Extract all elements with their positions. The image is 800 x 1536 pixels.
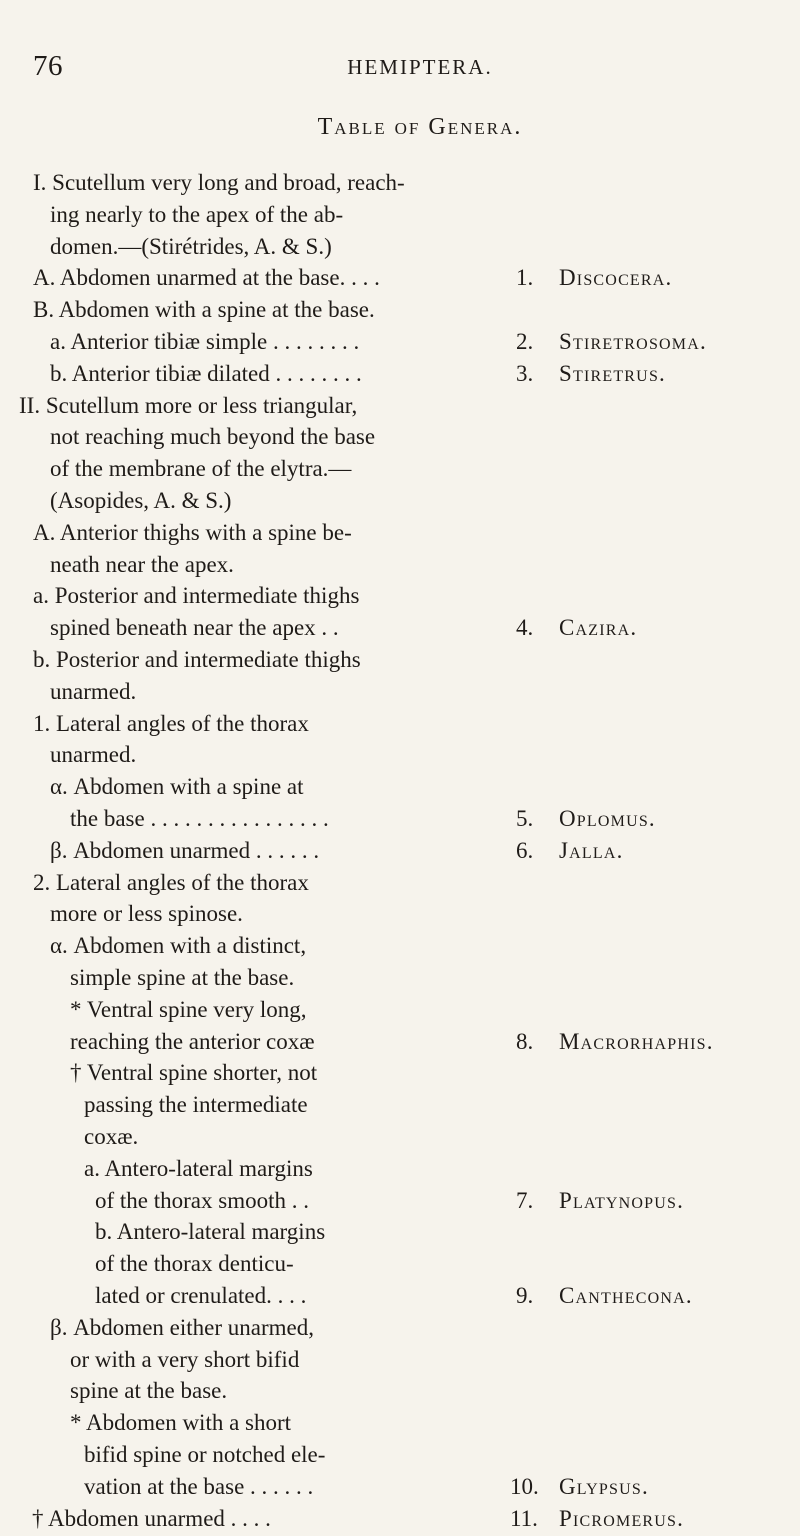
key-line-text: * Ventral spine very long, bbox=[70, 997, 307, 1022]
genus-name: Canthecona. bbox=[559, 1283, 693, 1308]
genus-number: 1. bbox=[516, 265, 534, 290]
key-line-text: of the membrane of the elytra.— bbox=[50, 456, 352, 481]
key-line-text: B. Abdomen with a spine at the base. bbox=[33, 297, 375, 322]
key-line-text: 1. Lateral angles of the thorax bbox=[33, 711, 309, 736]
key-line-text: neath near the apex. bbox=[50, 552, 234, 577]
genus-name: Jalla. bbox=[559, 838, 624, 863]
key-line-text: * Abdomen with a short bbox=[70, 1410, 292, 1435]
key-line-text: bifid spine or notched ele- bbox=[84, 1442, 326, 1467]
key-line-text: b. Anterior tibiæ dilated . . . . . . . . bbox=[50, 361, 362, 386]
key-line-text: ing nearly to the apex of the ab- bbox=[50, 202, 344, 227]
key-line-text: β. Abdomen unarmed . . . . . . bbox=[50, 838, 320, 863]
key-line-text: the base . . . . . . . . . . . . . . . . bbox=[70, 806, 329, 831]
genus-number: 9. bbox=[516, 1283, 534, 1308]
genus-name: Discocera. bbox=[559, 265, 673, 290]
genus-number: 6. bbox=[516, 838, 534, 863]
key-line-text: simple spine at the base. bbox=[70, 965, 295, 990]
genus-name: Platynopus. bbox=[559, 1188, 685, 1213]
key-line-text: spined beneath near the apex . . bbox=[50, 615, 339, 640]
genus-number: 4. bbox=[516, 615, 534, 640]
key-line-text: † Ventral spine shorter, not bbox=[70, 1060, 318, 1085]
genus-number: 2. bbox=[516, 329, 534, 354]
page-number: 76 bbox=[33, 50, 63, 82]
key-line-text: a. Anterior tibiæ simple . . . . . . . . bbox=[50, 329, 360, 354]
genus-number: 3. bbox=[516, 361, 534, 386]
genus-number: 11. bbox=[510, 1506, 538, 1531]
table-title: Table of Genera. bbox=[317, 114, 523, 140]
key-line-text: 2. Lateral angles of the thorax bbox=[33, 870, 309, 895]
key-line-text: spine at the base. bbox=[70, 1378, 228, 1403]
genus-name: Cazira. bbox=[559, 615, 638, 640]
key-line-text: coxæ. bbox=[84, 1124, 139, 1149]
key-line-text: not reaching much beyond the base bbox=[50, 424, 376, 449]
genus-name: Macrorhaphis. bbox=[559, 1029, 714, 1054]
genus-number: 5. bbox=[516, 806, 534, 831]
key-line-text: † Abdomen unarmed . . . . bbox=[32, 1506, 271, 1531]
key-line-text: reaching the anterior coxæ bbox=[70, 1029, 315, 1054]
key-line-text: I. Scutellum very long and broad, reach- bbox=[33, 170, 405, 195]
key-line-text: of the thorax denticu- bbox=[95, 1251, 294, 1276]
key-line-text: domen.—(Stirétrides, A. & S.) bbox=[50, 234, 332, 259]
key-line-text: b. Posterior and intermediate thighs bbox=[33, 647, 361, 672]
key-line-text: unarmed. bbox=[50, 742, 137, 767]
genus-number: 8. bbox=[516, 1029, 534, 1054]
genus-name: Stiretrosoma. bbox=[559, 329, 707, 354]
genus-number: 7. bbox=[516, 1188, 534, 1213]
key-line-text: more or less spinose. bbox=[50, 901, 243, 926]
key-line-text: a. Posterior and intermediate thighs bbox=[33, 583, 360, 608]
key-line-text: passing the intermediate bbox=[84, 1092, 308, 1117]
key-line-text: II. Scutellum more or less triangular, bbox=[19, 393, 358, 418]
key-line-text: a. Antero-lateral margins bbox=[84, 1156, 313, 1181]
key-line-text: unarmed. bbox=[50, 679, 137, 704]
key-line-text: (Asopides, A. & S.) bbox=[50, 488, 232, 513]
genus-name: Picromerus. bbox=[559, 1506, 685, 1531]
genus-name: Oplomus. bbox=[559, 806, 656, 831]
key-line-text: vation at the base . . . . . . bbox=[84, 1474, 314, 1499]
key-line-text: A. Anterior thighs with a spine be- bbox=[33, 520, 352, 545]
key-line-text: or with a very short bifid bbox=[70, 1347, 300, 1372]
genus-name: Glypsus. bbox=[559, 1474, 649, 1499]
key-line-text: α. Abdomen with a distinct, bbox=[50, 933, 307, 958]
key-line-text: lated or crenulated. . . . bbox=[95, 1283, 307, 1308]
key-line-text: A. Abdomen unarmed at the base. . . . bbox=[33, 265, 380, 290]
key-line-text: α. Abdomen with a spine at bbox=[50, 774, 304, 799]
key-line-text: of the thorax smooth . . bbox=[95, 1188, 309, 1213]
key-line-text: β. Abdomen either unarmed, bbox=[50, 1315, 314, 1340]
genus-name: Stiretrus. bbox=[559, 361, 666, 386]
key-line-text: b. Antero-lateral margins bbox=[95, 1219, 326, 1244]
genus-number: 10. bbox=[510, 1474, 539, 1499]
running-head: HEMIPTERA. bbox=[347, 55, 493, 79]
